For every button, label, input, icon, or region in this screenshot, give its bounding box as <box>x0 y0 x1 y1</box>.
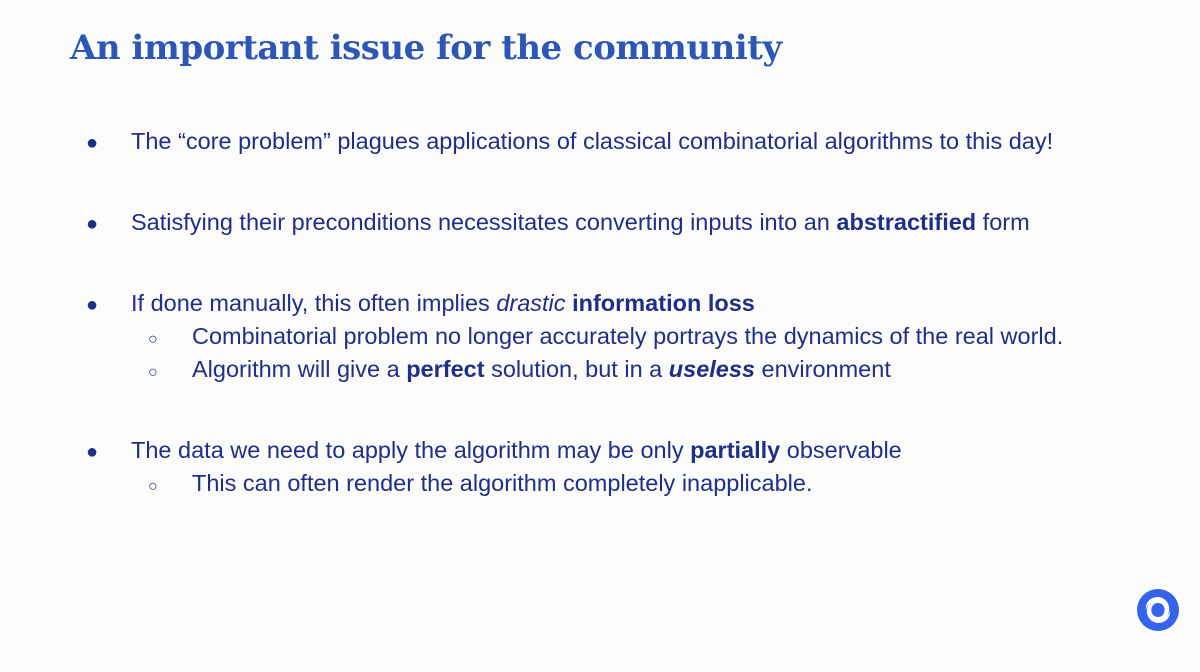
bullet-emphasis: information loss <box>572 290 755 316</box>
bullet-text: The “core problem” plagues applications of classical combinatorial algorithms to this day! <box>131 128 1054 154</box>
bullet-bold-italic: useless <box>668 356 755 382</box>
bullet-item-core-problem <box>86 128 1053 155</box>
bullet-item-preconditions <box>86 209 1030 236</box>
bullet-italic: drastic <box>496 290 566 316</box>
bullet-marker: ● <box>86 132 99 154</box>
bullet-text-part: Algorithm will give a <box>192 356 407 382</box>
bullet-text <box>131 290 755 317</box>
bullet-text-part: Satisfying their preconditions necessitates converting inputs into an <box>131 209 837 235</box>
bullet-text <box>131 209 1030 236</box>
sub-bullet-item-real-world <box>148 323 1063 350</box>
bullet-marker: ● <box>86 213 99 235</box>
sub-bullet-text: Combinatorial problem no longer accurately portrays the dynamics of the real world. <box>192 323 1064 349</box>
sub-bullet-marker: ○ <box>148 364 158 381</box>
bullet-emphasis: abstractified <box>836 209 977 235</box>
bullet-emphasis: perfect <box>406 356 485 382</box>
sub-bullet-item-inapplicable <box>148 470 812 497</box>
bullet-marker: ● <box>86 441 99 463</box>
bullet-text <box>131 437 902 464</box>
sub-bullet-text <box>192 356 891 383</box>
sub-bullet-text: This can often render the algorithm completely inapplicable. <box>192 470 813 496</box>
bullet-text-part: observable <box>780 437 902 463</box>
bullet-marker: ● <box>86 294 99 316</box>
bullet-item-partially-observable <box>86 437 902 464</box>
bullet-emphasis: partially <box>690 437 781 463</box>
bullet-text-part: If done manually, this often implies <box>131 290 497 316</box>
sub-bullet-marker: ○ <box>148 478 158 495</box>
sub-bullet-item-perfect-solution <box>148 356 891 383</box>
bullet-text-part: solution, but in a <box>484 356 669 382</box>
bullet-item-information-loss <box>86 290 755 317</box>
bullet-text-part: environment <box>755 356 891 382</box>
bullet-text-part: form <box>976 209 1030 235</box>
deepmind-logo-icon <box>1136 588 1180 632</box>
bullet-text-part: The data we need to apply the algorithm may be only <box>131 437 691 463</box>
sub-bullet-marker: ○ <box>148 331 158 348</box>
slide-title: An important issue for the community <box>70 28 782 68</box>
